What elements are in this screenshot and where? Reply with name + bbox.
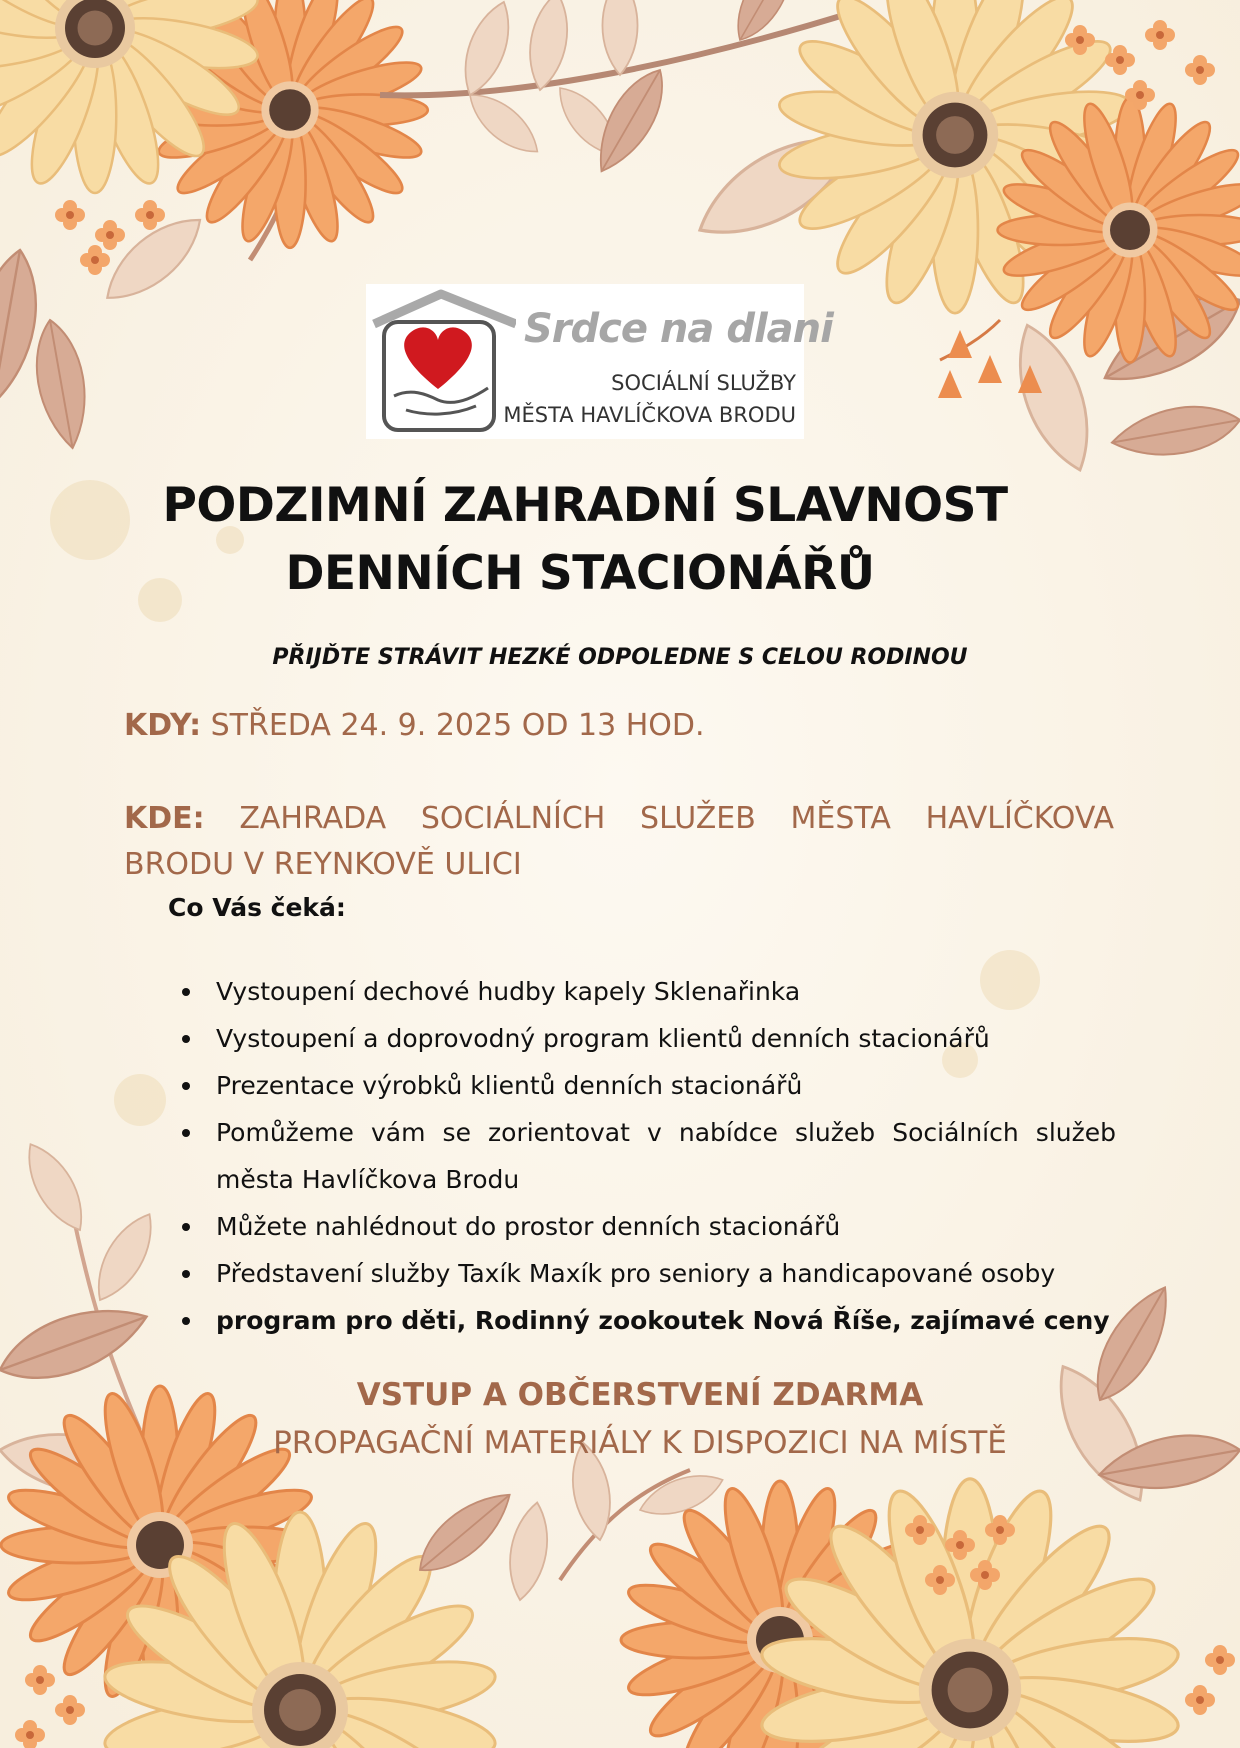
program-heading: Co Vás čeká: [168, 893, 346, 922]
footer-free-entry: VSTUP A OBČERSTVENÍ ZDARMA [356, 1377, 924, 1413]
logo-subtitle-line1: SOCIÁLNÍ SLUŽBY [611, 371, 796, 395]
where-word: MĚSTA [790, 801, 891, 836]
when-value: STŘEDA 24. 9. 2025 OD 13 HOD. [210, 708, 705, 743]
where-word: ZAHRADA [239, 801, 387, 836]
list-item: Můžete nahlédnout do prostor denních stacionářů [216, 1203, 1116, 1250]
heart-in-hand-house-icon [366, 284, 516, 439]
title-line1: PODZIMNÍ ZAHRADNÍ SLAVNOST [162, 478, 1008, 533]
where-word: SLUŽEB [640, 801, 756, 836]
where-line2: BRODU V REYNKOVĚ ULICI [124, 847, 522, 882]
when-row [124, 708, 1114, 743]
where-word: HAVLÍČKOVA [925, 801, 1114, 836]
list-item: Pomůžeme vám se zorientovat v nabídce služeb Sociálních služeb města Havlíčkova Brodu [216, 1109, 1116, 1203]
footer-materials: PROPAGAČNÍ MATERIÁLY K DISPOZICI NA MÍSTĚ [273, 1425, 1007, 1461]
where-row [124, 796, 1114, 888]
logo-subtitle-line2: MĚSTA HAVLÍČKOVA BRODU [503, 403, 796, 427]
where-label: KDE: [124, 801, 205, 836]
where-word: SOCIÁLNÍCH [420, 801, 606, 836]
list-item: program pro děti, Rodinný zookoutek Nová Říše, zajímavé ceny [216, 1297, 1116, 1344]
list-item: Vystoupení dechové hudby kapely Sklenařinka [216, 968, 1116, 1015]
list-item: Představení služby Taxík Maxík pro seniory a handicapované osoby [216, 1250, 1116, 1297]
logo-title: Srdce na dlani [524, 306, 833, 352]
logo [366, 284, 833, 439]
title-line2: DENNÍCH STACIONÁŘŮ [285, 546, 875, 601]
program-list [216, 968, 1116, 1344]
when-label: KDY: [124, 708, 202, 743]
where-line1 [124, 796, 1114, 842]
list-item: Vystoupení a doprovodný program klientů denních stacionářů [216, 1015, 1116, 1062]
subtitle: PŘIJĎTE STRÁVIT HEZKÉ ODPOLEDNE S CELOU RODINOU [272, 645, 968, 670]
list-item: Prezentace výrobků klientů denních stacionářů [216, 1062, 1116, 1109]
